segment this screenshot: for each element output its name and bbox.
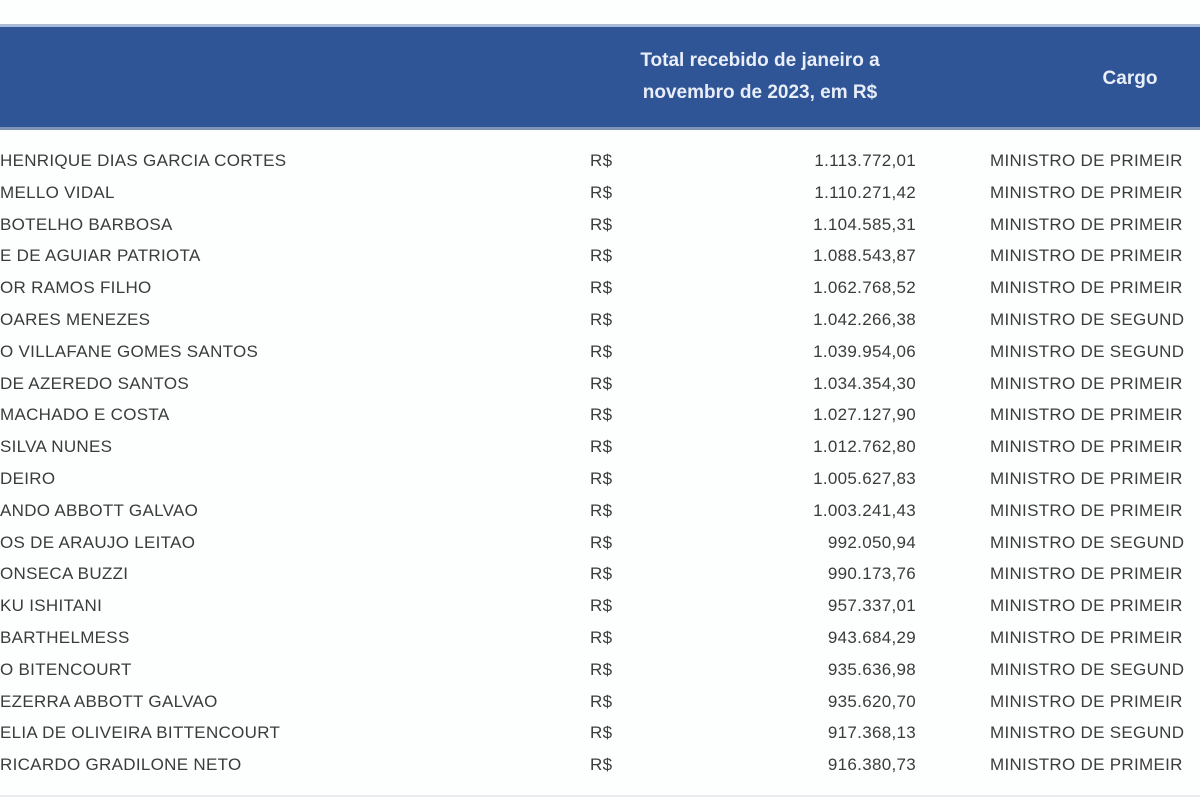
- cargo-value: MINISTRO DE SEGUND: [990, 659, 1185, 679]
- cargo-value: MINISTRO DE PRIMEIR: [990, 691, 1183, 711]
- total-received-value: 1.110.271,42: [814, 182, 916, 202]
- total-received-value: 957.337,01: [827, 596, 916, 616]
- total-received-value: 1.012.762,80: [813, 437, 916, 457]
- total-received-value: 935.636,98: [827, 659, 916, 679]
- cargo-value: MINISTRO DE PRIMEIR: [990, 596, 1183, 616]
- header-total-line1: Total recebido de janeiro a: [640, 50, 880, 71]
- total-received-value: 943.684,29: [827, 627, 916, 647]
- table-row: [0, 146, 1200, 178]
- cargo-value: MINISTRO DE SEGUND: [990, 532, 1185, 552]
- employee-name: OARES MENEZES: [0, 309, 151, 329]
- currency-label: R$: [590, 151, 613, 170]
- table-row: [0, 369, 1200, 401]
- total-received-value: 1.062.768,52: [813, 278, 916, 298]
- cargo-value: MINISTRO DE SEGUND: [990, 723, 1185, 743]
- employee-name: HENRIQUE DIAS GARCIA CORTES: [0, 151, 287, 170]
- cargo-value: MINISTRO DE PRIMEIR: [990, 564, 1183, 584]
- employee-name: MELLO VIDAL: [0, 182, 115, 202]
- currency-label: R$: [590, 341, 613, 361]
- table-row: [0, 591, 1200, 623]
- currency-label: R$: [590, 214, 613, 234]
- cargo-value: MINISTRO DE PRIMEIR: [990, 468, 1183, 488]
- cargo-value: MINISTRO DE PRIMEIR: [990, 373, 1183, 393]
- cargo-value: MINISTRO DE PRIMEIR: [990, 755, 1183, 775]
- table-row: [0, 432, 1200, 464]
- header-total-received: [590, 45, 930, 109]
- total-received-value: 1.088.543,87: [813, 246, 916, 266]
- table-row: [0, 464, 1200, 496]
- table-row: [0, 528, 1200, 560]
- employee-name: E DE AGUIAR PATRIOTA: [0, 246, 201, 266]
- currency-label: R$: [590, 405, 613, 425]
- currency-label: R$: [590, 500, 613, 520]
- table-row: [0, 687, 1200, 719]
- employee-name: O VILLAFANE GOMES SANTOS: [0, 341, 259, 361]
- currency-label: R$: [590, 468, 613, 488]
- total-received-value: 1.005.627,83: [813, 468, 916, 488]
- total-received-value: 992.050,94: [827, 532, 916, 552]
- currency-label: R$: [590, 755, 613, 775]
- currency-label: R$: [590, 596, 613, 616]
- cargo-value: MINISTRO DE PRIMEIR: [990, 627, 1183, 647]
- employee-name: ANDO ABBOTT GALVAO: [0, 500, 199, 520]
- total-received-value: 935.620,70: [827, 691, 916, 711]
- total-received-value: 916.380,73: [827, 755, 916, 775]
- cargo-value: MINISTRO DE PRIMEIR: [990, 278, 1183, 298]
- table-row: [0, 623, 1200, 655]
- employee-name: MACHADO E COSTA: [0, 405, 170, 425]
- currency-label: R$: [590, 532, 613, 552]
- currency-label: R$: [590, 723, 613, 743]
- table-row: [0, 337, 1200, 369]
- total-received-value: 917.368,13: [827, 723, 916, 743]
- header-cargo: Cargo: [1102, 68, 1158, 89]
- table-body: [0, 146, 1200, 782]
- currency-label: R$: [590, 659, 613, 679]
- employee-name: BOTELHO BARBOSA: [0, 214, 173, 234]
- total-received-value: 1.039.954,06: [813, 341, 916, 361]
- employee-name: DEIRO: [0, 468, 56, 488]
- currency-label: R$: [590, 564, 613, 584]
- employee-name: ONSECA BUZZI: [0, 564, 129, 584]
- total-received-value: 1.034.354,30: [813, 373, 916, 393]
- cargo-value: MINISTRO DE PRIMEIR: [990, 214, 1183, 234]
- total-received-value: 990.173,76: [827, 564, 916, 584]
- currency-label: R$: [590, 309, 613, 329]
- table-row: [0, 273, 1200, 305]
- employee-name: KU ISHITANI: [0, 596, 103, 616]
- table-row: [0, 718, 1200, 750]
- table-bottom-divider: [0, 795, 1200, 797]
- table-row: [0, 241, 1200, 273]
- total-received-value: 1.003.241,43: [813, 500, 916, 520]
- employee-name: DE AZEREDO SANTOS: [0, 373, 189, 393]
- table-row: [0, 559, 1200, 591]
- table-header: [0, 24, 1200, 130]
- table-row: [0, 210, 1200, 242]
- table-row: [0, 400, 1200, 432]
- cargo-value: MINISTRO DE PRIMEIR: [990, 500, 1183, 520]
- currency-label: R$: [590, 627, 613, 647]
- currency-label: R$: [590, 373, 613, 393]
- cargo-value: MINISTRO DE SEGUND: [990, 309, 1185, 329]
- currency-label: R$: [590, 691, 613, 711]
- total-received-value: 1.027.127,90: [813, 405, 916, 425]
- table-row: [0, 750, 1200, 782]
- cargo-value: MINISTRO DE PRIMEIR: [990, 246, 1183, 266]
- employee-name: BARTHELMESS: [0, 627, 130, 647]
- currency-label: R$: [590, 278, 613, 298]
- total-received-value: 1.104.585,31: [813, 214, 916, 234]
- currency-label: R$: [590, 437, 613, 457]
- table-row: [0, 178, 1200, 210]
- table-row: [0, 305, 1200, 337]
- employee-name: OS DE ARAUJO LEITAO: [0, 532, 196, 552]
- employee-name: SILVA NUNES: [0, 437, 113, 457]
- total-received-value: 1.113.772,01: [814, 151, 916, 170]
- cargo-value: MINISTRO DE PRIMEIR: [990, 151, 1183, 170]
- employee-name: OR RAMOS FILHO: [0, 278, 152, 298]
- table-row: [0, 655, 1200, 687]
- cargo-value: MINISTRO DE PRIMEIR: [990, 182, 1183, 202]
- currency-label: R$: [590, 246, 613, 266]
- header-total-line2: novembro de 2023, em R$: [642, 82, 878, 103]
- cargo-value: MINISTRO DE PRIMEIR: [990, 405, 1183, 425]
- employee-name: EZERRA ABBOTT GALVAO: [0, 691, 218, 711]
- table-row: [0, 496, 1200, 528]
- cargo-value: MINISTRO DE PRIMEIR: [990, 437, 1183, 457]
- cargo-value: MINISTRO DE SEGUND: [990, 341, 1185, 361]
- employee-name: RICARDO GRADILONE NETO: [0, 755, 242, 775]
- currency-label: R$: [590, 182, 613, 202]
- total-received-value: 1.042.266,38: [813, 309, 916, 329]
- employee-name: O BITENCOURT: [0, 659, 132, 679]
- employee-name: ELIA DE OLIVEIRA BITTENCOURT: [0, 723, 281, 743]
